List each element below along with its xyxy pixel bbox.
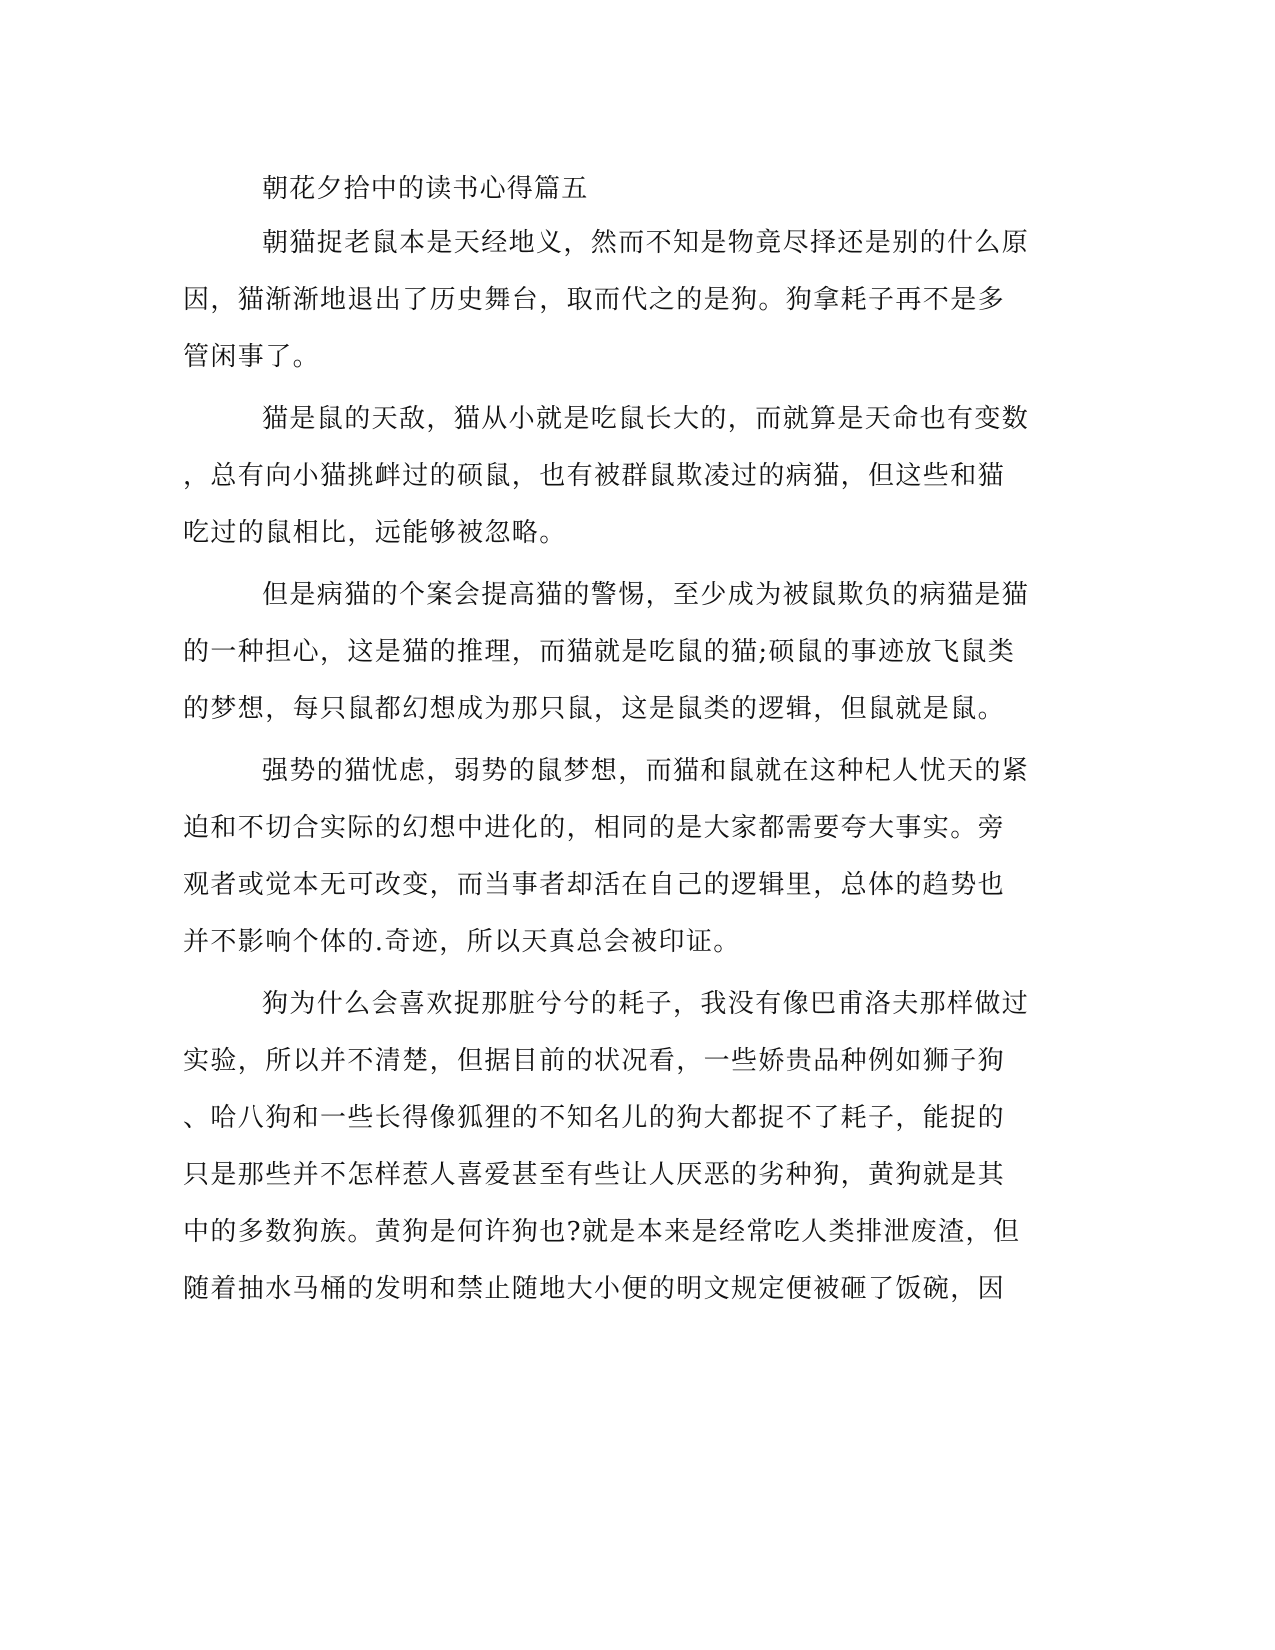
paragraph-line: 并不影响个体的.奇迹，所以天真总会被印证。: [183, 927, 741, 957]
paragraph-line: 只是那些并不怎样惹人喜爱甚至有些让人厌恶的劣种狗，黄狗就是其: [183, 1160, 1006, 1190]
paragraph-line: 猫是鼠的天敌，猫从小就是吃鼠长大的，而就算是天命也有变数: [262, 404, 1030, 434]
paragraph-line: 但是病猫的个案会提高猫的警惕，至少成为被鼠欺负的病猫是猫: [262, 580, 1030, 610]
document-title: 朝花夕拾中的读书心得篇五: [262, 174, 589, 204]
paragraph-line: 随着抽水马桶的发明和禁止随地大小便的明文规定便被砸了饭碗，因: [183, 1274, 1006, 1304]
paragraph-line: 吃过的鼠相比，远能够被忽略。: [183, 518, 567, 548]
paragraph-line: 中的多数狗族。黄狗是何许狗也?就是本来是经常吃人类排泄废渣，但: [183, 1217, 1021, 1247]
paragraph-line: 实验，所以并不清楚，但据目前的状况看，一些娇贵品种例如狮子狗: [183, 1046, 1006, 1076]
paragraph-line: 管闲事了。: [183, 342, 321, 372]
paragraph-line: 强势的猫忧虑，弱势的鼠梦想，而猫和鼠就在这种杞人忧天的紧: [262, 756, 1030, 786]
paragraph-line: 迫和不切合实际的幻想中进化的，相同的是大家都需要夸大事实。旁: [183, 813, 1006, 843]
paragraph-line: 狗为什么会喜欢捉那脏兮兮的耗子，我没有像巴甫洛夫那样做过: [262, 989, 1030, 1019]
paragraph-line: 因，猫渐渐地退出了历史舞台，取而代之的是狗。狗拿耗子再不是多: [183, 285, 1006, 315]
paragraph-line: 的一种担心，这是猫的推理，而猫就是吃鼠的猫;硕鼠的事迹放飞鼠类: [183, 637, 1016, 667]
paragraph-line: ，总有向小猫挑衅过的硕鼠，也有被群鼠欺凌过的病猫，但这些和猫: [183, 461, 1006, 491]
paragraph-line: 、哈八狗和一些长得像狐狸的不知名儿的狗大都捉不了耗子，能捉的: [183, 1103, 1006, 1133]
paragraph-line: 朝猫捉老鼠本是天经地义，然而不知是物竟尽择还是别的什么原: [262, 228, 1030, 258]
paragraph-line: 的梦想，每只鼠都幻想成为那只鼠，这是鼠类的逻辑，但鼠就是鼠。: [183, 694, 1006, 724]
paragraph-line: 观者或觉本无可改变，而当事者却活在自己的逻辑里，总体的趋势也: [183, 870, 1006, 900]
